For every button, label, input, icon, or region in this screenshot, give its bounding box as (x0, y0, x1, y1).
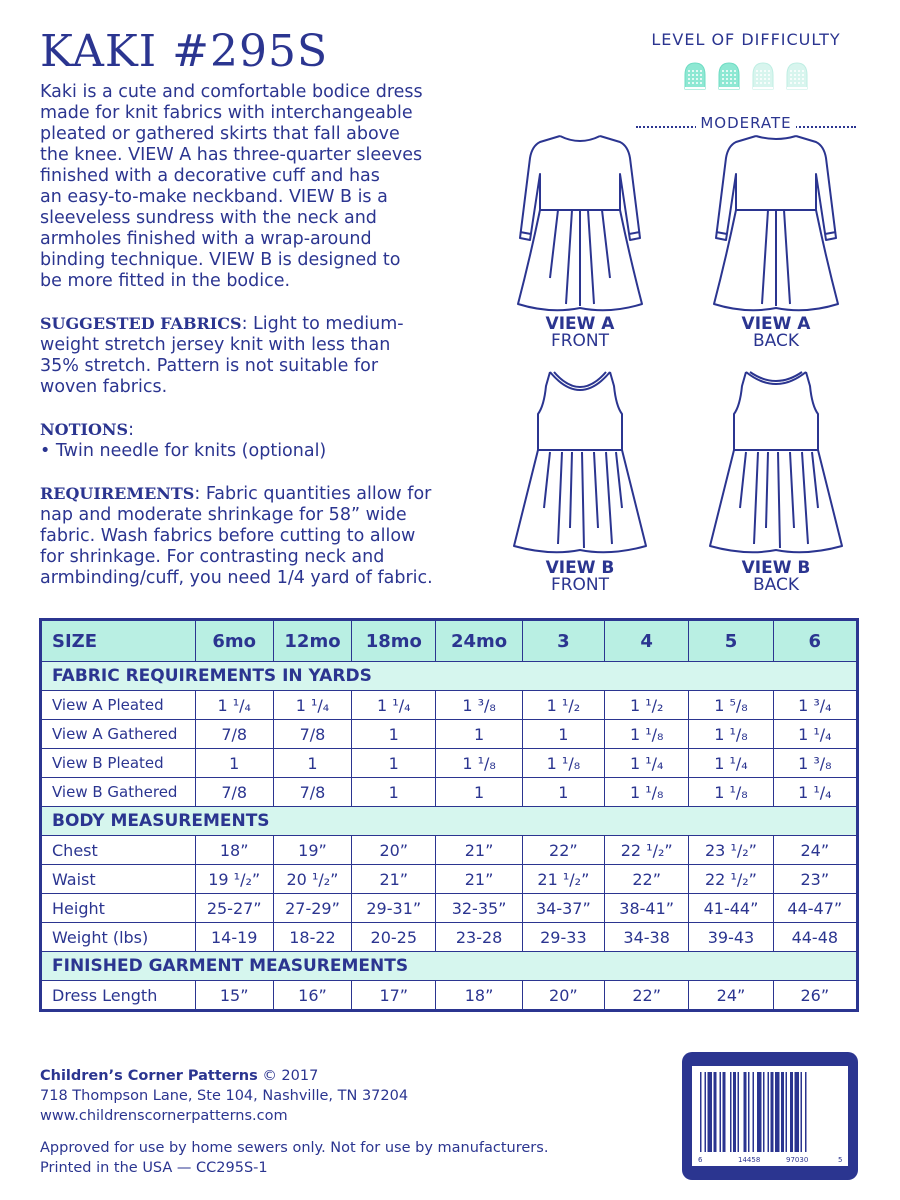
barcode-digit: 97030 (786, 1156, 809, 1164)
table-cell: 7/8 (195, 778, 273, 807)
table-cell: 1 ¹/₈ (605, 720, 689, 749)
size-column-header: 4 (605, 620, 689, 662)
table-cell: 24” (689, 981, 773, 1011)
barcode-bar (723, 1072, 726, 1152)
table-cell: 20” (352, 836, 436, 865)
row-label: Dress Length (41, 981, 196, 1011)
barcode-bar (781, 1072, 784, 1152)
table-row (41, 836, 858, 865)
table-cell: 21” (436, 865, 522, 894)
size-column-header: 6 (773, 620, 857, 662)
barcode-bar (775, 1072, 780, 1152)
table-row (41, 778, 858, 807)
barcode (682, 1052, 858, 1180)
thimble-icon (783, 61, 811, 91)
barcode-bar (730, 1072, 732, 1152)
thimble-icon (715, 61, 743, 91)
size-column-header: 6mo (195, 620, 273, 662)
table-cell: 19 ¹/₂” (195, 865, 273, 894)
notions-heading-line: NOTIONS: (40, 420, 134, 440)
barcode-bar (763, 1072, 765, 1152)
table-cell: 34-37” (522, 894, 604, 923)
description-line: sleeveless sundress with the neck and (40, 208, 377, 228)
suggested-fabrics-line: woven fabrics. (40, 377, 168, 397)
table-cell: 22” (605, 865, 689, 894)
suggested-fabrics-line: 35% stretch. Pattern is not suitable for (40, 356, 379, 376)
view-b-front-caption: VIEW B FRONT (545, 558, 615, 595)
table-cell: 23 ¹/₂” (689, 836, 773, 865)
barcode-bar (700, 1072, 702, 1152)
table-cell: 23” (773, 865, 857, 894)
table-cell: 21” (352, 865, 436, 894)
notions-heading: NOTIONS (40, 420, 129, 439)
website: www.childrenscornerpatterns.com (40, 1108, 288, 1124)
table-cell: 18” (195, 836, 273, 865)
table-cell: 1 ¹/₄ (605, 749, 689, 778)
description-line: made for knit fabrics with interchangeable (40, 103, 413, 123)
table-row (41, 981, 858, 1011)
table-cell: 1 ³/₈ (773, 749, 857, 778)
table-cell: 1 (352, 749, 436, 778)
table-cell: 1 ¹/₈ (689, 720, 773, 749)
barcode-bar (786, 1072, 788, 1152)
requirements-heading: REQUIREMENTS (40, 484, 195, 503)
table-cell: 25-27” (195, 894, 273, 923)
barcode-bar (805, 1072, 807, 1152)
section-row (41, 952, 858, 981)
view-b-back-dress-illustration (706, 368, 846, 558)
size-column-header: 3 (522, 620, 604, 662)
view-b-front-dress-illustration (510, 368, 650, 558)
size-chart-table (39, 618, 859, 1012)
thimble-icon (749, 61, 777, 91)
difficulty-rating (636, 30, 856, 132)
table-cell: 15” (195, 981, 273, 1011)
table-cell: 7/8 (195, 720, 273, 749)
table-cell: 38-41” (605, 894, 689, 923)
description-line: pleated or gathered skirts that fall above (40, 124, 400, 144)
table-cell: 39-43 (689, 923, 773, 952)
requirements-line: armbinding/cuff, you need 1/4 yard of fabric. (40, 568, 433, 588)
table-cell: 1 (436, 778, 522, 807)
table-cell: 22 ¹/₂” (689, 865, 773, 894)
description-line: finished with a decorative cuff and has (40, 166, 380, 186)
requirements-line: for shrinkage. For contrasting neck and (40, 547, 385, 567)
row-label: Chest (41, 836, 196, 865)
barcode-bar (768, 1072, 770, 1152)
table-cell: 1 ¹/₈ (689, 778, 773, 807)
table-cell: 1 (195, 749, 273, 778)
barcode-bar (744, 1072, 747, 1152)
table-cell: 26” (773, 981, 857, 1011)
table-cell: 1 (436, 720, 522, 749)
barcode-digit: 5 (838, 1156, 843, 1164)
table-row (41, 720, 858, 749)
size-column-header: 18mo (352, 620, 436, 662)
view-a-front-dress-illustration (510, 128, 650, 312)
table-cell: 44-48 (773, 923, 857, 952)
row-label: View A Gathered (41, 720, 196, 749)
thimble-rating (636, 61, 856, 91)
barcode-bar (795, 1072, 800, 1152)
barcode-bar (748, 1072, 750, 1152)
table-cell: 1 ¹/₈ (436, 749, 522, 778)
size-header-label: SIZE (41, 620, 196, 662)
address: 718 Thompson Lane, Ste 104, Nashville, TN 37204 (40, 1088, 409, 1104)
table-cell: 1 (273, 749, 351, 778)
section-heading: FINISHED GARMENT MEASUREMENTS (41, 952, 858, 981)
barcode-bar (771, 1072, 774, 1152)
table-cell: 7/8 (273, 778, 351, 807)
barcode-digit: 14458 (738, 1156, 761, 1164)
pattern-description-block (40, 82, 502, 589)
row-label: Weight (lbs) (41, 923, 196, 952)
table-cell: 1 ¹/₄ (773, 778, 857, 807)
description-line: Kaki is a cute and comfortable bodice dress (40, 82, 423, 102)
table-cell: 20” (522, 981, 604, 1011)
table-cell: 24” (773, 836, 857, 865)
description-line: binding technique. VIEW B is designed to (40, 250, 401, 270)
thimble-icon (681, 61, 709, 91)
view-a-front-caption: VIEW A FRONT (545, 314, 615, 351)
barcode-bar (757, 1072, 762, 1152)
table-cell: 1 (522, 778, 604, 807)
barcode-bar (753, 1072, 755, 1152)
table-cell: 29-33 (522, 923, 604, 952)
table-cell: 32-35” (436, 894, 522, 923)
table-cell: 18-22 (273, 923, 351, 952)
table-cell: 41-44” (689, 894, 773, 923)
printed-line: Printed in the USA — CC295S-1 (40, 1160, 268, 1176)
table-row (41, 749, 858, 778)
description-line: the knee. VIEW A has three-quarter sleeves (40, 145, 423, 165)
table-cell: 7/8 (273, 720, 351, 749)
table-cell: 1 ¹/₄ (689, 749, 773, 778)
row-label: Height (41, 894, 196, 923)
table-cell: 1 ¹/₂ (605, 691, 689, 720)
table-cell: 27-29” (273, 894, 351, 923)
table-cell: 22” (522, 836, 604, 865)
description-line: an easy-to-make neckband. VIEW B is a (40, 187, 388, 207)
requirements-line: REQUIREMENTS: Fabric quantities allow for (40, 484, 432, 504)
table-cell: 18” (436, 981, 522, 1011)
notions-item: • Twin needle for knits (optional) (40, 441, 327, 461)
suggested-fabrics-line: weight stretch jersey knit with less than (40, 335, 391, 355)
company-name: Children’s Corner Patterns (40, 1068, 258, 1084)
table-cell: 23-28 (436, 923, 522, 952)
table-cell: 21” (436, 836, 522, 865)
pattern-title: KAKI #295S (40, 26, 329, 77)
table-cell: 1 ¹/₈ (605, 778, 689, 807)
table-cell: 1 (522, 720, 604, 749)
table-cell: 1 ³/₈ (436, 691, 522, 720)
table-cell: 1 ¹/₄ (273, 691, 351, 720)
barcode-bar (705, 1072, 707, 1152)
row-label: Waist (41, 865, 196, 894)
table-cell: 22” (605, 981, 689, 1011)
size-header-row (41, 620, 858, 662)
table-cell: 44-47” (773, 894, 857, 923)
table-cell: 14-19 (195, 923, 273, 952)
table-cell: 21 ¹/₂” (522, 865, 604, 894)
barcode-bar (738, 1072, 740, 1152)
barcode-bar (790, 1072, 793, 1152)
table-row (41, 691, 858, 720)
copyright: © 2017 (257, 1068, 319, 1084)
table-cell: 17” (352, 981, 436, 1011)
barcode-bar (801, 1072, 803, 1152)
table-cell: 1 ¹/₈ (522, 749, 604, 778)
description-line: armholes finished with a wrap-around (40, 229, 372, 249)
disclaimer: Approved for use by home sewers only. Not for use by manufacturers. (40, 1140, 549, 1156)
publisher-footer (40, 1066, 548, 1178)
table-cell: 1 (352, 720, 436, 749)
table-cell: 1 ¹/₄ (773, 720, 857, 749)
table-cell: 20-25 (352, 923, 436, 952)
table-cell: 29-31” (352, 894, 436, 923)
requirements-line: fabric. Wash fabrics before cutting to allow (40, 526, 416, 546)
section-heading: FABRIC REQUIREMENTS IN YARDS (41, 662, 858, 691)
section-row (41, 662, 858, 691)
barcode-bar (733, 1072, 736, 1152)
table-cell: 20 ¹/₂” (273, 865, 351, 894)
barcode-bar (708, 1072, 713, 1152)
barcode-bar (720, 1072, 722, 1152)
table-cell: 16” (273, 981, 351, 1011)
barcode-bar (714, 1072, 717, 1152)
size-column-header: 5 (689, 620, 773, 662)
size-column-header: 24mo (436, 620, 522, 662)
view-b-back-caption: VIEW B BACK (741, 558, 811, 595)
table-cell: 22 ¹/₂” (605, 836, 689, 865)
barcode-digit: 6 (698, 1156, 703, 1164)
table-cell: 34-38 (605, 923, 689, 952)
row-label: View B Pleated (41, 749, 196, 778)
publisher-line (40, 1066, 548, 1086)
section-row (41, 807, 858, 836)
table-cell: 1 ¹/₄ (352, 691, 436, 720)
table-cell: 1 ¹/₄ (195, 691, 273, 720)
difficulty-title: LEVEL OF DIFFICULTY (651, 30, 841, 49)
table-row (41, 865, 858, 894)
view-a-back-dress-illustration (706, 128, 846, 312)
table-cell: 1 ⁵/₈ (689, 691, 773, 720)
difficulty-level: MODERATE (696, 114, 795, 132)
row-label: View A Pleated (41, 691, 196, 720)
table-cell: 1 ¹/₂ (522, 691, 604, 720)
table-cell: 1 ³/₄ (773, 691, 857, 720)
row-label: View B Gathered (41, 778, 196, 807)
requirements-line: nap and moderate shrinkage for 58” wide (40, 505, 407, 525)
size-column-header: 12mo (273, 620, 351, 662)
suggested-fabrics-line: SUGGESTED FABRICS: Light to medium- (40, 314, 404, 334)
table-cell: 19” (273, 836, 351, 865)
table-cell: 1 (352, 778, 436, 807)
table-row (41, 894, 858, 923)
view-a-back-caption: VIEW A BACK (741, 314, 811, 351)
description-line: be more fitted in the bodice. (40, 271, 291, 291)
section-heading: BODY MEASUREMENTS (41, 807, 858, 836)
suggested-fabrics-heading: SUGGESTED FABRICS (40, 314, 242, 333)
table-row (41, 923, 858, 952)
